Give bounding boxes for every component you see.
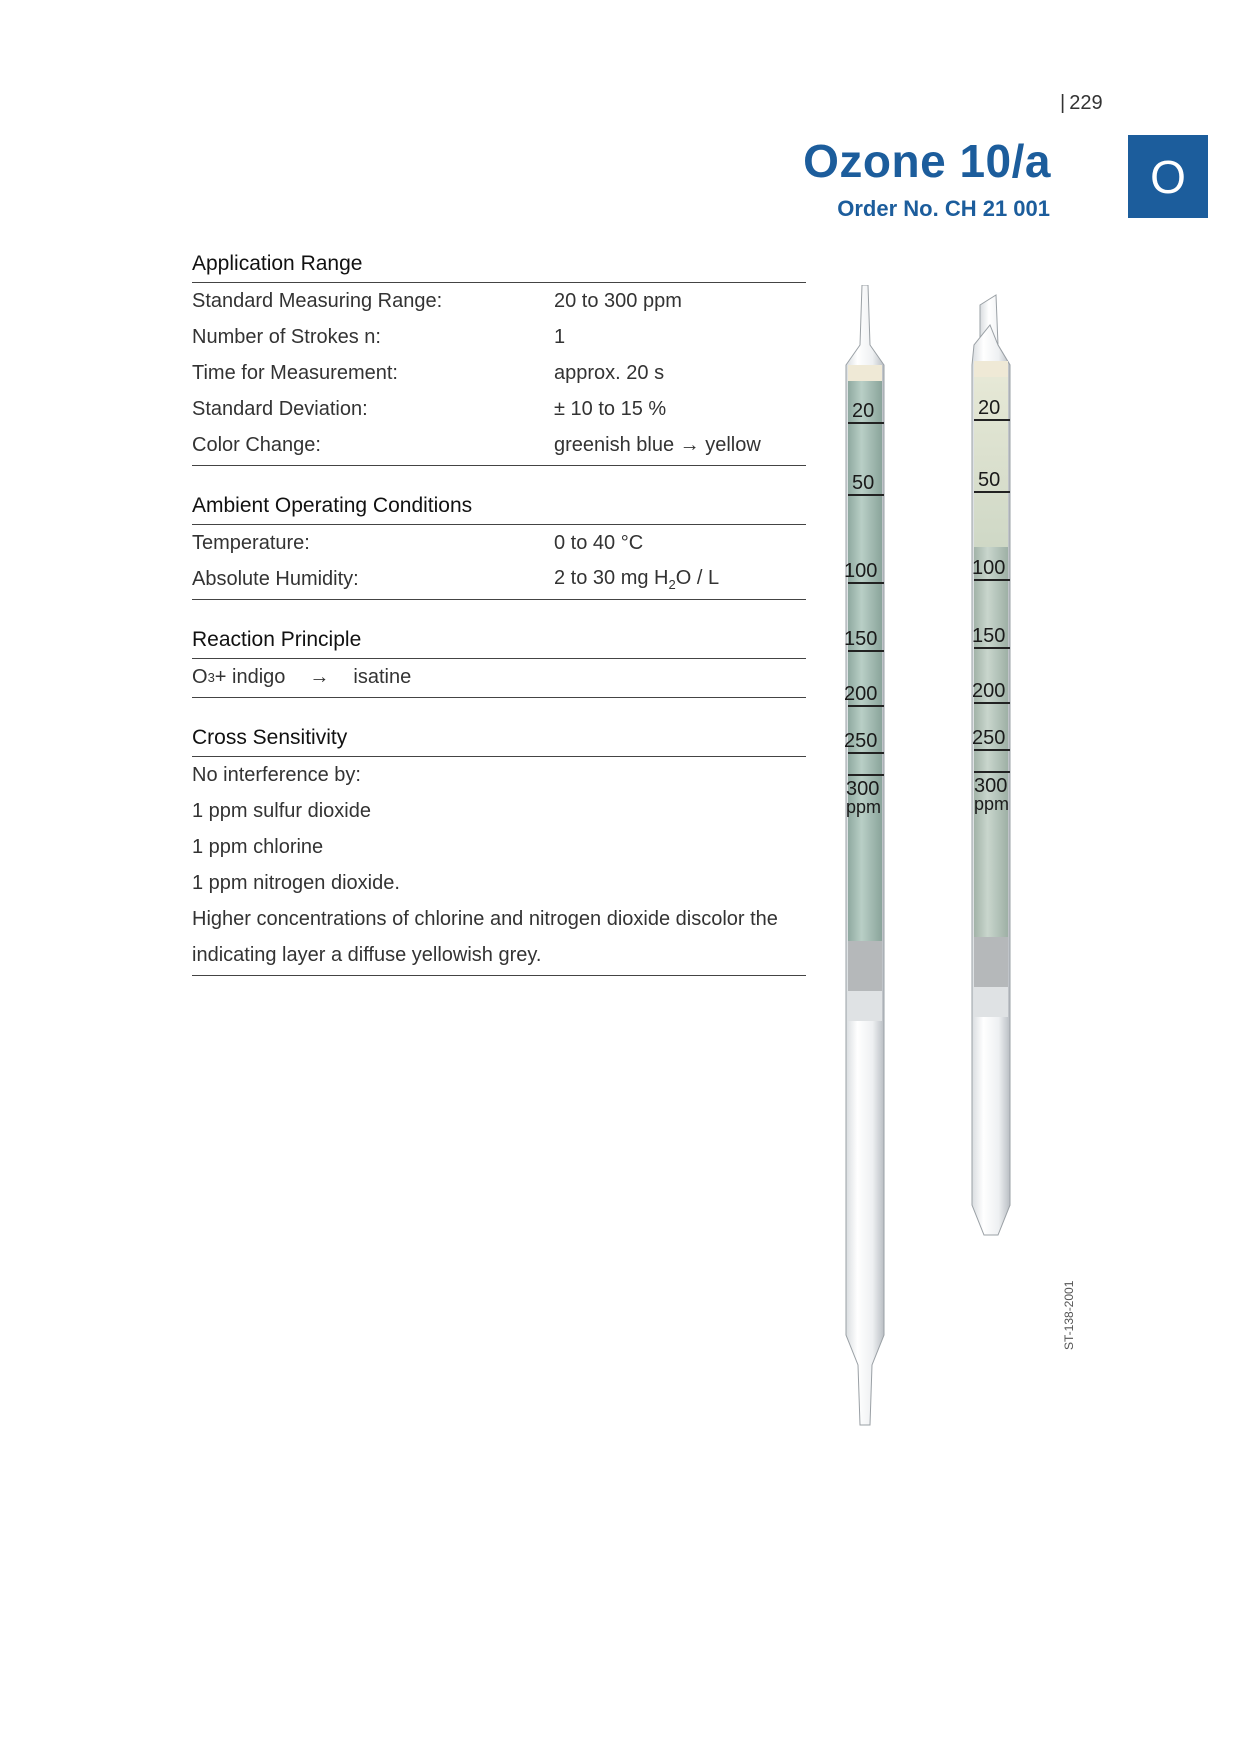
- section-title: Reaction Principle: [192, 628, 806, 659]
- detector-tubes-illustration: [840, 285, 1080, 1435]
- scale-label: 50: [852, 472, 875, 494]
- spec-row: Absolute Humidity: 2 to 30 mg $H_2O$ / L: [192, 566, 720, 592]
- scale-label: 150: [844, 628, 878, 650]
- application-range-section: [192, 252, 806, 466]
- scale-label: 300: [846, 778, 880, 800]
- scale-unit: ppm: [974, 794, 1010, 814]
- spec-row: Number of Strokes n: 1: [192, 325, 566, 348]
- spec-content: [192, 252, 806, 1004]
- reaction-principle-section: [192, 628, 806, 698]
- spec-row: Temperature: 0 to 40 °C: [192, 531, 644, 554]
- scale-label: 250: [972, 727, 1006, 749]
- ambient-conditions-section: [192, 494, 806, 600]
- cross-sensitivity-section: [192, 726, 806, 976]
- scale-label: 300: [974, 775, 1008, 797]
- scale-label: 200: [972, 680, 1006, 702]
- page-number-value: 229: [1069, 92, 1103, 114]
- scale-label: 50: [978, 469, 1001, 491]
- spec-row: Standard Deviation: ± 10 to 15 %: [192, 397, 667, 420]
- arrow-icon: →: [309, 665, 330, 688]
- scale-label: 150: [972, 625, 1006, 647]
- spec-row: Time for Measurement: approx. 20 s: [192, 361, 665, 384]
- page-title: Ozone 10/a: [803, 135, 1051, 187]
- image-caption: ST-138-2001: [1062, 1280, 1076, 1350]
- tube-unused: [846, 285, 884, 1425]
- scale-label: 20: [978, 397, 1001, 419]
- index-tab: O: [1128, 135, 1208, 218]
- reaction-equation: O 3 + indigo → isatine: [192, 665, 412, 688]
- scale-label: 250: [844, 730, 878, 752]
- cross-line: 1 ppm sulfur dioxide: [192, 800, 371, 822]
- cross-line: 1 ppm nitrogen dioxide.: [192, 872, 400, 894]
- scale-label: 100: [844, 560, 878, 582]
- cross-line: Higher concentrations of chlorine and nitrogen dioxide discolor the indicating layer a diffuse yellowish grey.: [192, 908, 778, 966]
- page-number: | 229: [1060, 92, 1103, 114]
- cross-line: No interference by:: [192, 764, 361, 786]
- scale-label: 200: [844, 683, 878, 705]
- order-number: Order No. CH 21 001: [837, 196, 1050, 221]
- section-title: Application Range: [192, 252, 806, 283]
- section-title: Ambient Operating Conditions: [192, 494, 806, 525]
- cross-line: 1 ppm chlorine: [192, 836, 324, 858]
- tube-used: [972, 295, 1010, 1235]
- scale-label: 20: [852, 400, 875, 422]
- scale-unit: ppm: [846, 797, 882, 817]
- section-title: Cross Sensitivity: [192, 726, 806, 757]
- spec-row: Standard Measuring Range: 20 to 300 ppm: [192, 289, 682, 312]
- scale-label: 100: [972, 557, 1006, 579]
- spec-row: Color Change: greenish blue → yellow: [192, 433, 761, 456]
